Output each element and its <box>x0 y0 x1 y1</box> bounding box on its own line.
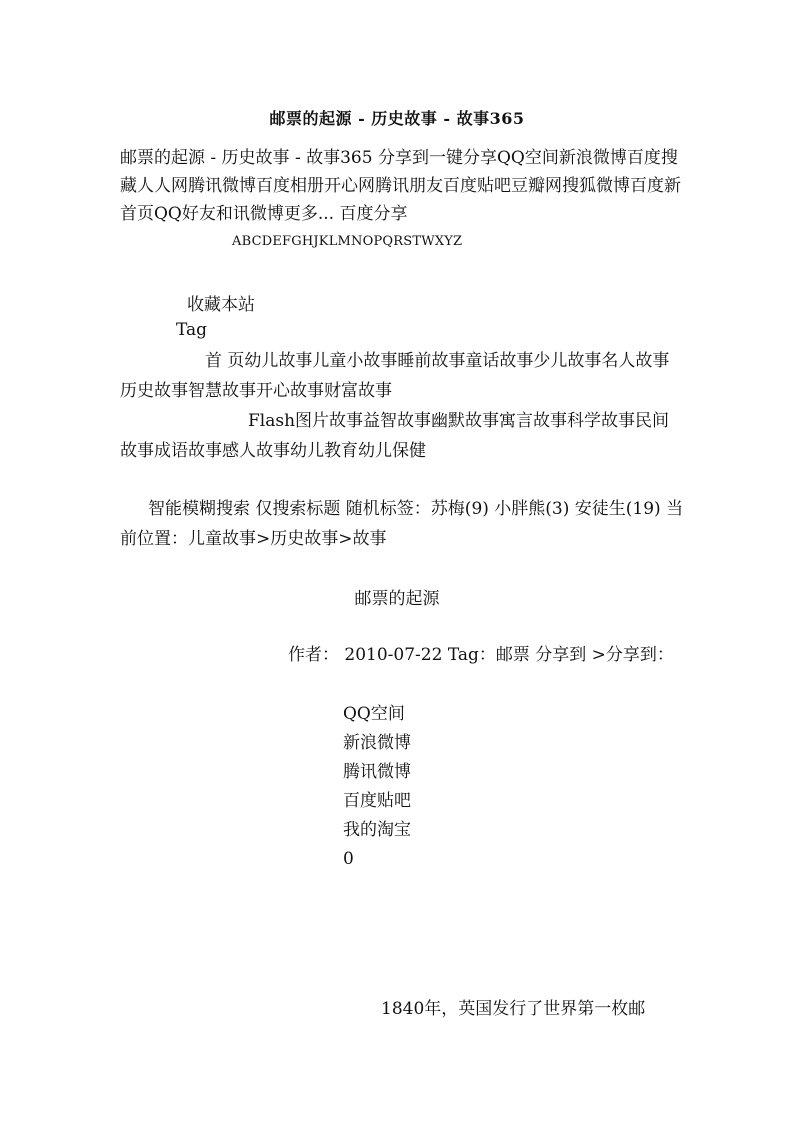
category-nav-line-1[interactable]: 首 页幼儿故事儿童小故事睡前故事童话故事少儿故事名人故事历史故事智慧故事开心故事财富故事 <box>120 351 670 401</box>
share-item-baidu-tieba[interactable]: 百度贴吧 <box>343 791 411 811</box>
article-meta: 作者： 2010-07-22 Tag：邮票 分享到 >分享到： <box>288 645 674 665</box>
share-count: 0 <box>343 849 354 869</box>
category-nav-line-2[interactable]: Flash图片故事益智故事幽默故事寓言故事科学故事民间故事成语故事感人故事幼儿教育幼儿保健 <box>120 411 670 461</box>
tag-link[interactable]: Tag <box>176 320 208 340</box>
share-item-taobao[interactable]: 我的淘宝 <box>343 820 411 840</box>
alphabet-index[interactable]: ABCDEFGHJKLMNOPQRSTWXYZ <box>232 234 463 249</box>
share-item-sina-weibo[interactable]: 新浪微博 <box>343 733 411 753</box>
search-and-breadcrumb[interactable]: 智能模糊搜索 仅搜索标题 随机标签：苏梅(9) 小胖熊(3) 安徒生(19) 当前位置：儿童故事>历史故事>故事 <box>120 499 684 549</box>
page-title: 邮票的起源 - 历史故事 - 故事365 <box>269 109 525 128</box>
bookmark-site-link[interactable]: 收藏本站 <box>187 295 255 315</box>
share-list <box>343 700 411 874</box>
share-item-tencent-weibo[interactable]: 腾讯微博 <box>343 762 411 782</box>
article-title: 邮票的起源 <box>354 589 440 609</box>
article-body-text: 1840年，英国发行了世界第一枚邮 <box>381 999 646 1019</box>
share-item-qzone[interactable]: QQ空间 <box>343 704 405 724</box>
intro-share-paragraph: 邮票的起源 - 历史故事 - 故事365 分享到一键分享QQ空间新浪微博百度搜藏人人网腾讯微博百度相册开心网腾讯朋友百度贴吧豆瓣网搜狐微博百度新首页QQ好友和讯微博更多... 百度分享 <box>120 148 681 224</box>
